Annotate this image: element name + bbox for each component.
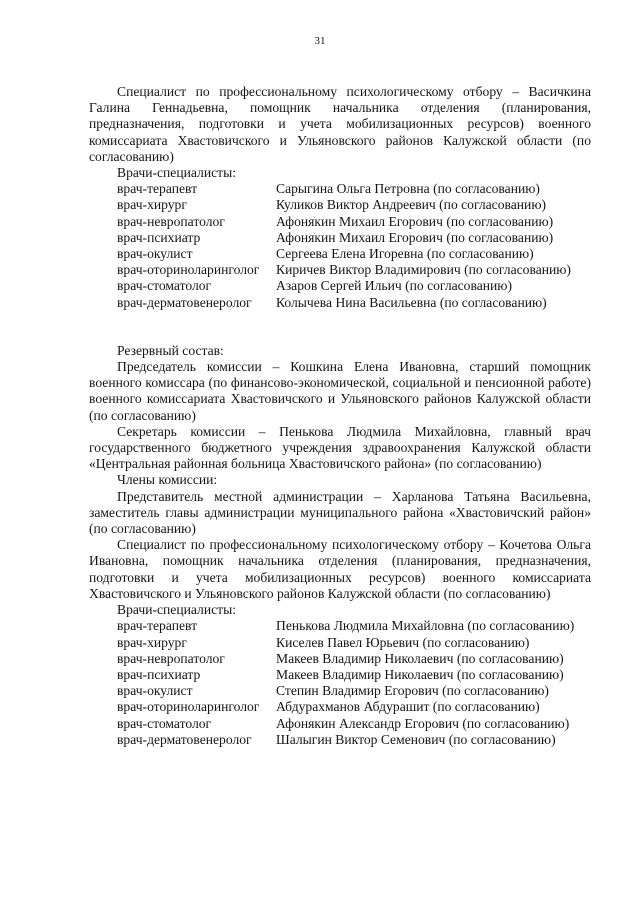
doctor-row bbox=[89, 732, 591, 748]
doctor-row bbox=[89, 295, 591, 311]
reserve-doctors-list bbox=[89, 618, 591, 748]
document-body bbox=[89, 84, 591, 748]
doctors-list bbox=[89, 181, 591, 311]
doctor-position: врач-стоматолог bbox=[117, 715, 212, 731]
doctor-row bbox=[89, 214, 591, 230]
members-heading: Члены комиссии: bbox=[117, 472, 218, 488]
secretary-paragraph: Секретарь комиссии – Пенькова Людмила Михайловна, главный врач государственного бюджетного учреждения здравоохранения Калужской области «Центральная районная больница Хвастовичского района» (по согласованию) bbox=[89, 423, 591, 472]
doctor-name: Киселев Павел Юрьевич (по согласованию) bbox=[276, 634, 530, 650]
doctor-position: врач-оториноларинголог bbox=[117, 262, 260, 278]
doctor-position: врач-дерматовенеролог bbox=[117, 731, 252, 747]
doctor-row bbox=[89, 230, 591, 246]
doctor-row bbox=[89, 683, 591, 699]
doctor-name: Азаров Сергей Ильич (по согласованию) bbox=[276, 278, 512, 294]
doctor-position: врач-невропатолог bbox=[117, 213, 225, 229]
doctor-row bbox=[89, 262, 591, 278]
doctor-name: Колычева Нина Васильевна (по согласованию) bbox=[276, 294, 547, 310]
doctor-name: Макеев Владимир Николаевич (по согласованию) bbox=[276, 666, 564, 682]
doctor-row bbox=[89, 651, 591, 667]
doctor-name: Макеев Владимир Николаевич (по согласованию) bbox=[276, 650, 564, 666]
doctor-row bbox=[89, 716, 591, 732]
doctor-name: Сергеева Елена Игоревна (по согласованию) bbox=[276, 246, 534, 262]
chairman-paragraph: Председатель комиссии – Кошкина Елена Ивановна, старший помощник военного комиссара (по финансово-экономической, социальной и пенсионной работе) военного комиссариата Хвастовичского и Ульяновского районов Калужской области (по согласованию) bbox=[89, 359, 591, 423]
doctor-name: Куликов Виктор Андреевич (по согласованию) bbox=[276, 197, 547, 213]
doctor-position: врач-терапевт bbox=[117, 181, 198, 197]
doctor-position: врач-психиатр bbox=[117, 229, 201, 245]
doctor-row bbox=[89, 667, 591, 683]
doctor-name: Пенькова Людмила Михайловна (по согласованию) bbox=[276, 618, 575, 634]
doctor-position: врач-психиатр bbox=[117, 666, 201, 682]
reserve-doctors-heading: Врачи-специалисты: bbox=[117, 602, 236, 618]
doctor-name: Абдурахманов Абдурашит (по согласованию) bbox=[276, 699, 540, 715]
page-number: 31 bbox=[314, 35, 326, 47]
doctor-position: врач-дерматовенеролог bbox=[117, 294, 252, 310]
section-gap bbox=[89, 311, 591, 343]
psych-specialist-paragraph: Специалист по профессиональному психологическому отбору – Васичкина Галина Геннадьевна, помощник начальника отделения (планирования, предназначения, подготовки и учета мобилизационных ресурсов) военного комиссариата Хвастовичского и Ульяновского районов Калужской области (по согласованию) bbox=[89, 84, 591, 164]
doctor-position: врач-хирург bbox=[117, 197, 187, 213]
doctor-position: врач-невропатолог bbox=[117, 650, 225, 666]
doctor-name: Сарыгина Ольга Петровна (по согласованию) bbox=[276, 181, 540, 197]
doctor-name: Шалыгин Виктор Семенович (по согласованию) bbox=[276, 731, 556, 747]
doctor-position: врач-окулист bbox=[117, 246, 193, 262]
doctor-position: врач-окулист bbox=[117, 683, 193, 699]
doctor-name: Афонякин Михаил Егорович (по согласованию) bbox=[276, 229, 554, 245]
doctor-row bbox=[89, 635, 591, 651]
reserve-heading: Резервный состав: bbox=[117, 342, 224, 358]
doctor-row bbox=[89, 618, 591, 634]
doctor-name: Афонякин Михаил Егорович (по согласованию) bbox=[276, 213, 554, 229]
doctor-row bbox=[89, 699, 591, 715]
doctor-name: Киричев Виктор Владимирович (по согласованию) bbox=[276, 262, 571, 278]
doctor-position: врач-терапевт bbox=[117, 618, 198, 634]
doctor-name: Афонякин Александр Егорович (по согласованию) bbox=[276, 715, 570, 731]
doctor-row bbox=[89, 197, 591, 213]
doctor-name: Степин Владимир Егорович (по согласованию) bbox=[276, 683, 549, 699]
doctor-row bbox=[89, 181, 591, 197]
reserve-psych-specialist-paragraph: Специалист по профессиональному психологическому отбору – Кочетова Ольга Ивановна, помощник начальника отделения (планирования, предназначения, подготовки и учета мобилизационных ресурсов) военного комиссариата Хвастовичского и Ульяновского районов Калужской области (по согласованию) bbox=[89, 537, 591, 601]
doctor-position: врач-стоматолог bbox=[117, 278, 212, 294]
doctor-position: врач-оториноларинголог bbox=[117, 699, 260, 715]
doctor-position: врач-хирург bbox=[117, 634, 187, 650]
doctors-heading: Врачи-специалисты: bbox=[117, 165, 236, 181]
doctor-row bbox=[89, 278, 591, 294]
local-admin-paragraph: Представитель местной администрации – Харланова Татьяна Васильевна, заместитель главы администрации муниципального района «Хвастовичский район» (по согласованию) bbox=[89, 488, 591, 537]
doctor-row bbox=[89, 246, 591, 262]
